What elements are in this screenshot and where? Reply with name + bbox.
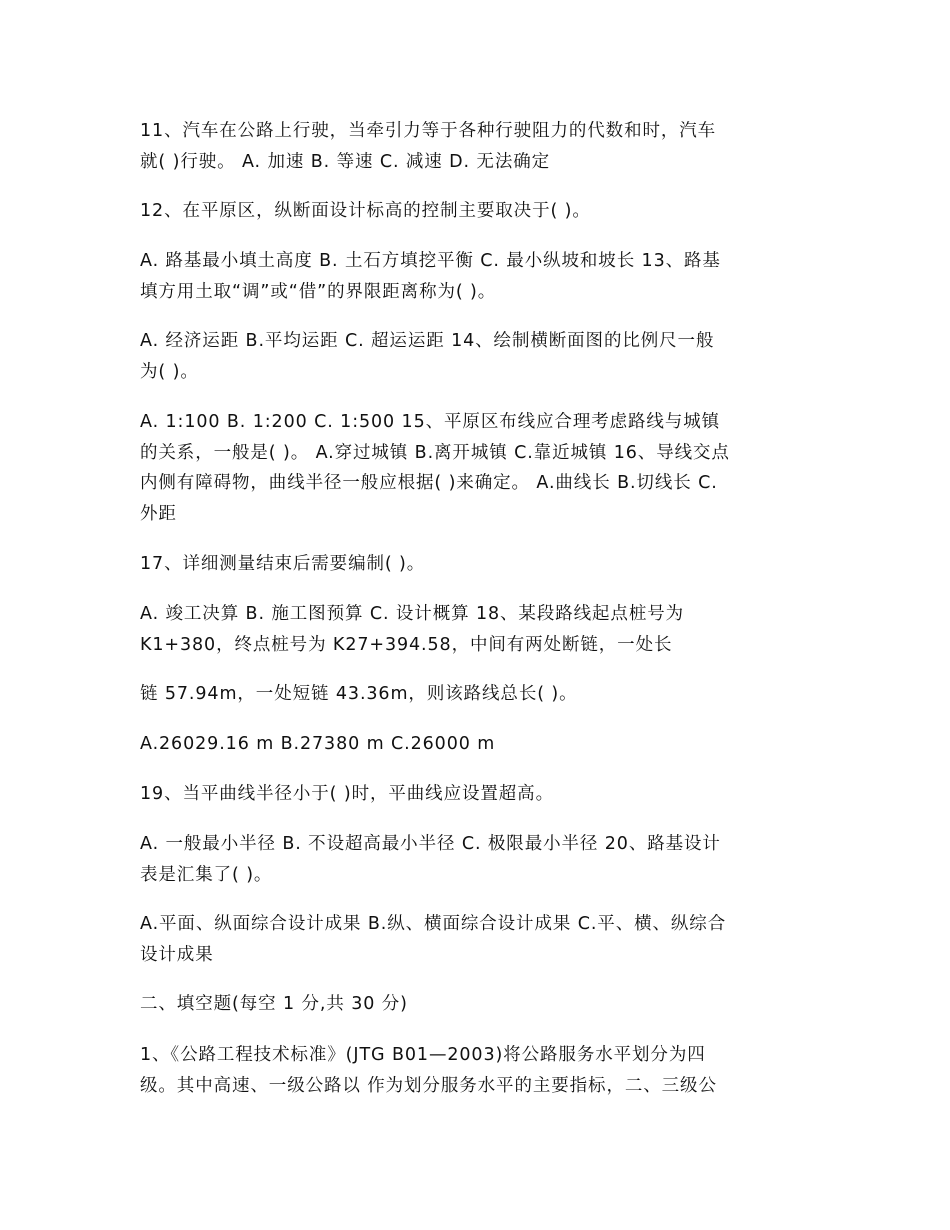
text-line: 外距 — [140, 503, 177, 524]
text-line: 链 57.94m，一处短链 43.36m，则该路线总长( )。 — [140, 684, 578, 704]
text-line: A. 竣工决算 B. 施工图预算 C. 设计概算 18、某段路线起点桩号为 — [140, 604, 685, 624]
question-18-continued — [140, 679, 812, 710]
text-line: A. 路基最小填土高度 B. 土石方填挖平衡 C. 最小纵坡和坡长 13、路基 — [140, 251, 721, 271]
options-19-question-20 — [140, 829, 812, 890]
text-line: 级。其中高速、一级公路以 作为划分服务水平的主要指标，二、三级公 — [140, 1075, 717, 1096]
text-line: 17、详细测量结束后需要编制( )。 — [140, 554, 426, 574]
text-line: 就( )行驶。 A. 加速 B. 等速 C. 减速 D. 无法确定 — [140, 151, 551, 172]
text-line: A.26029.16 m B.27380 m C.26000 m — [140, 734, 496, 754]
text-line: 11、汽车在公路上行驶，当牵引力等于各种行驶阻力的代数和时，汽车 — [140, 121, 717, 141]
section-heading-fill-in — [140, 989, 812, 1020]
text-line: 12、在平原区，纵断面设计标高的控制主要取决于( )。 — [140, 201, 591, 221]
options-20 — [140, 909, 812, 970]
text-line: 1、《公路工程技术标准》(JTG B01—2003)将公路服务水平划分为四 — [140, 1045, 706, 1065]
options-12-question-13 — [140, 246, 812, 307]
question-12 — [140, 196, 812, 227]
text-line: A.平面、纵面综合设计成果 B.纵、横面综合设计成果 C.平、横、纵综合 — [140, 914, 727, 934]
text-line: A. 一般最小半径 B. 不设超高最小半径 C. 极限最小半径 20、路基设计 — [140, 834, 721, 854]
text-line: 表是汇集了( )。 — [140, 864, 273, 885]
fill-in-question-1 — [140, 1040, 812, 1101]
text-line: K1+380，终点桩号为 K27+394.58，中间有两处断链，一处长 — [140, 634, 673, 655]
options-13-question-14 — [140, 326, 812, 387]
text-line: 的关系，一般是( )。 A.穿过城镇 B.离开城镇 C.靠近城镇 16、导线交点 — [140, 442, 730, 463]
question-17 — [140, 549, 812, 580]
options-17-question-18 — [140, 599, 812, 660]
options-18 — [140, 729, 812, 760]
text-line: 二、填空题(每空 1 分,共 30 分) — [140, 994, 408, 1014]
options-14-questions-15-16 — [140, 407, 812, 529]
text-line: 内侧有障碍物，曲线半径一般应根据( )来确定。 A.曲线长 B.切线长 C. — [140, 473, 718, 493]
question-11 — [140, 116, 812, 177]
text-line: 为( )。 — [140, 361, 199, 382]
text-line: 填方用土取“调”或“借”的界限距离称为( )。 — [140, 281, 497, 302]
text-line: A. 1:100 B. 1:200 C. 1:500 15、平原区布线应合理考虑路线与城镇 — [140, 412, 721, 432]
text-line: 设计成果 — [140, 944, 214, 965]
text-line: 19、当平曲线半径小于( )时，平曲线应设置超高。 — [140, 784, 554, 804]
question-19 — [140, 779, 812, 810]
text-line: A. 经济运距 B.平均运距 C. 超运运距 14、绘制横断面图的比例尺一般 — [140, 331, 715, 351]
